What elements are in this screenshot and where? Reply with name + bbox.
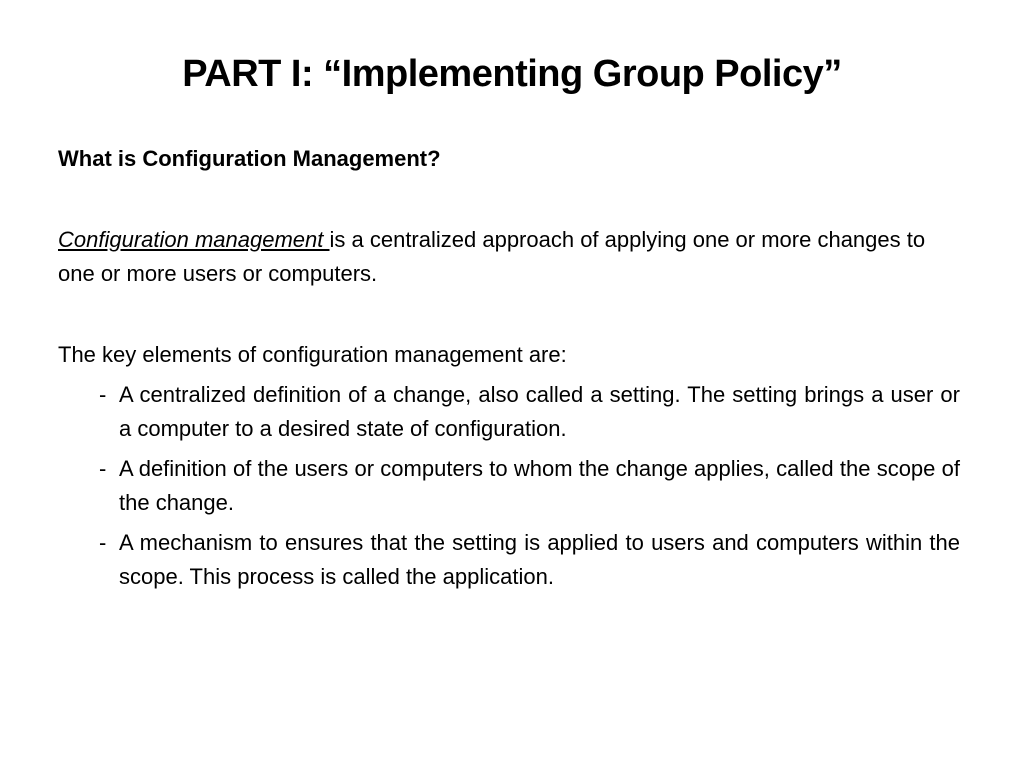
bullet-dash: - bbox=[99, 530, 107, 555]
list-item-text: A mechanism to ensures that the setting is applied to users and computers within the scope. This process is called the application. bbox=[119, 530, 960, 589]
list-item-text: A definition of the users or computers to whom the change applies, called the scope of the change. bbox=[119, 456, 960, 515]
list-item bbox=[99, 452, 960, 520]
slide-title: PART I: “Implementing Group Policy” bbox=[182, 53, 842, 95]
bullet-dash: - bbox=[99, 382, 107, 407]
slide-body bbox=[58, 142, 960, 600]
subheading: What is Configuration Management? bbox=[58, 146, 441, 171]
key-elements-list bbox=[58, 378, 960, 594]
definition-paragraph bbox=[58, 223, 960, 291]
intro-text: The key elements of configuration management are: bbox=[58, 342, 567, 367]
list-item bbox=[99, 526, 960, 594]
defined-term: Configuration management bbox=[58, 227, 330, 252]
definition-text: is a centralized approach of applying one or more changes to one or more users or computers. bbox=[58, 227, 926, 286]
list-item-text: A centralized definition of a change, also called a setting. The setting brings a user or a computer to a desired state of configuration. bbox=[119, 382, 960, 441]
bullet-dash: - bbox=[99, 456, 107, 481]
list-item bbox=[99, 378, 960, 446]
